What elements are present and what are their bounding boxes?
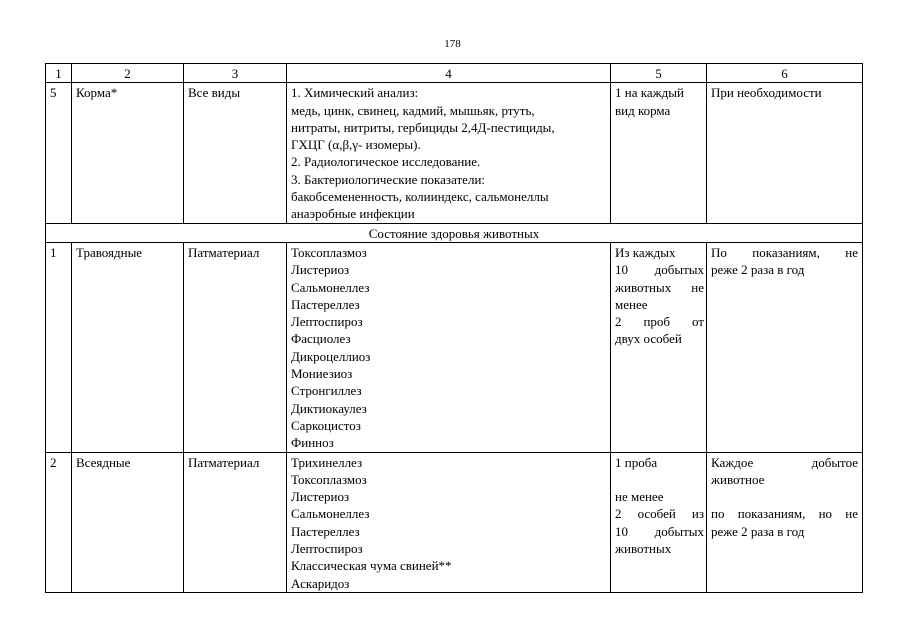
- indicator-line: медь, цинк, свинец, кадмий, мышьяк, ртуть,: [291, 102, 535, 118]
- disease-item: Стронгиллез: [291, 383, 362, 399]
- disease-item: Дикроцеллиоз: [291, 348, 371, 364]
- header-cell-4: 4: [287, 64, 611, 83]
- disease-item: Токсоплазмоз: [291, 471, 367, 487]
- samples-cell: [611, 452, 707, 592]
- disease-item: Лептоспироз: [291, 314, 363, 330]
- row-number: 5: [46, 83, 72, 223]
- disease-item: Саркоцистоз: [291, 417, 361, 433]
- header-cell-5: 5: [611, 64, 707, 83]
- disease-item: Мониезиоз: [291, 366, 353, 382]
- frequency-line: По показаниям, не: [711, 244, 858, 260]
- monitoring-table: [45, 63, 863, 593]
- header-cell-3: 3: [184, 64, 287, 83]
- samples-line: не менее: [615, 489, 664, 505]
- indicator-line: ГХЦГ (α,β,γ- изомеры).: [291, 137, 421, 153]
- animal-type: Патматериал: [184, 242, 287, 452]
- samples-line: вид корма: [615, 102, 671, 118]
- disease-item: Токсоплазмоз: [291, 244, 367, 260]
- diseases-cell: [287, 242, 611, 452]
- disease-item: Трихинеллез: [291, 454, 363, 470]
- samples-line: двух особей: [615, 331, 682, 347]
- header-cell-6: 6: [707, 64, 863, 83]
- disease-item: Лептоспироз: [291, 541, 363, 557]
- disease-item: Финноз: [291, 435, 334, 451]
- disease-item: Сальмонеллез: [291, 279, 370, 295]
- indicator-line: 3. Бактериологические показатели:: [291, 171, 486, 187]
- frequency-line: животное: [711, 471, 765, 487]
- section-title: Состояние здоровья животных: [46, 223, 863, 242]
- control-object: Травоядные: [72, 242, 184, 452]
- samples-line: 2 особей из: [615, 506, 704, 522]
- indicator-line: бакобсемененность, колииндекс, сальмонеллы: [291, 189, 549, 205]
- frequency-line: по показаниям, но не: [711, 506, 858, 522]
- indicator-line: анаэробные инфекции: [291, 206, 415, 222]
- frequency-cell: [707, 242, 863, 452]
- indicator-line: нитраты, нитриты, гербициды 2,4Д-пестициды,: [291, 119, 555, 135]
- samples-line: 1 на каждый: [615, 85, 684, 101]
- frequency-spacer: [711, 488, 858, 505]
- samples-line: 10 добытых: [615, 523, 704, 539]
- disease-item: Аскаридоз: [291, 575, 350, 591]
- frequency-cell: [707, 452, 863, 592]
- control-object: Всеядные: [72, 452, 184, 592]
- indicator-line: 2. Радиологическое исследование.: [291, 154, 481, 170]
- table-row-feed: [46, 83, 863, 223]
- indicator-line: 1. Химический анализ:: [291, 85, 419, 101]
- samples-line: менее: [615, 296, 648, 312]
- samples-line: 2 проб от: [615, 314, 704, 330]
- disease-item: Сальмонеллез: [291, 506, 370, 522]
- disease-item: Пастереллез: [291, 296, 360, 312]
- header-row: [46, 64, 863, 83]
- frequency-line: Каждое добытое: [711, 454, 858, 470]
- table-row-omnivores: [46, 452, 863, 592]
- header-cell-2: 2: [72, 64, 184, 83]
- disease-item: Листериоз: [291, 489, 350, 505]
- samples-spacer: [615, 471, 704, 488]
- disease-item: Пастереллез: [291, 523, 360, 539]
- samples-line: 10 добытых: [615, 262, 704, 278]
- row-number: 1: [46, 242, 72, 452]
- disease-item: Диктиокаулез: [291, 400, 367, 416]
- row-number: 2: [46, 452, 72, 592]
- indicators-cell: [287, 83, 611, 223]
- samples-line: 1 проба: [615, 454, 658, 470]
- diseases-cell: [287, 452, 611, 592]
- frequency-line: реже 2 раза в год: [711, 262, 805, 278]
- header-cell-1: 1: [46, 64, 72, 83]
- samples-cell: [611, 83, 707, 223]
- page-number: 178: [444, 38, 461, 50]
- samples-line: животных: [615, 541, 672, 557]
- animal-type: Все виды: [184, 83, 287, 223]
- frequency-cell: При необходимости: [707, 83, 863, 223]
- control-object: Корма*: [72, 83, 184, 223]
- samples-line: животных не: [615, 279, 704, 295]
- table-row-herbivores: [46, 242, 863, 452]
- disease-item: Листериоз: [291, 262, 350, 278]
- animal-type: Патматериал: [184, 452, 287, 592]
- samples-line: Из каждых: [615, 244, 676, 260]
- disease-item: Фасциолез: [291, 331, 351, 347]
- disease-item: Классическая чума свиней**: [291, 558, 452, 574]
- frequency-line: реже 2 раза в год: [711, 523, 805, 539]
- section-row: [46, 223, 863, 242]
- samples-cell: [611, 242, 707, 452]
